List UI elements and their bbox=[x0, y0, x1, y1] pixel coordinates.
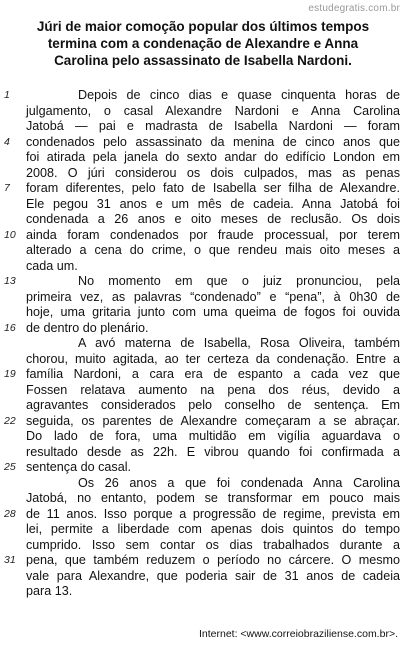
line-text: Fossen relatava aumento na pena dos réus, devido a bbox=[26, 382, 400, 397]
text-line bbox=[26, 259, 400, 275]
text-line bbox=[4, 553, 400, 569]
line-text: No momento em que o juiz pronunciou, pela bbox=[78, 274, 400, 288]
line-text: alterado a cena do crime, o que rendeu mais oito meses a bbox=[26, 243, 400, 257]
line-number: 13 bbox=[4, 275, 16, 287]
line-text: cada um. bbox=[26, 258, 78, 273]
text-line bbox=[26, 398, 400, 414]
line-text: primeira vez, as palavras “condenado” e “pena”, à 0h30 de bbox=[26, 289, 400, 304]
text-line bbox=[26, 522, 400, 538]
text-line bbox=[26, 491, 400, 507]
line-text: agravantes considerados pelo conselho de sentença. Em bbox=[26, 398, 400, 412]
text-line bbox=[26, 584, 400, 600]
line-text: pena, que também reduzem o período no cárcere. O mesmo bbox=[26, 553, 400, 567]
text-line bbox=[4, 227, 400, 244]
line-text: 2008. O júri considerou os dois culpados, mas as penas bbox=[26, 165, 400, 180]
line-text: para 13. bbox=[26, 584, 73, 598]
line-text: condenados pelo assassinato da menina de cinco anos que bbox=[26, 134, 400, 149]
source-citation: Internet: <www.correiobraziliense.com.br>. bbox=[198, 628, 398, 640]
line-text: chorou, muito agitada, ao ter certeza da condenação. Entre a bbox=[26, 351, 400, 366]
line-text: de 11 anos. Isso porque a progressão de regime, prevista em bbox=[26, 506, 400, 521]
text-line bbox=[26, 104, 400, 120]
line-text: julgamento, o casal Alexandre Nardoni e Anna Carolina bbox=[26, 103, 400, 118]
line-text: condenada a 26 anos e oito meses de reclusão. Os dois bbox=[26, 212, 400, 226]
text-line bbox=[26, 383, 400, 399]
text-line bbox=[4, 460, 400, 476]
line-number: 16 bbox=[4, 321, 16, 334]
text-line bbox=[26, 305, 400, 321]
text-line bbox=[4, 181, 400, 197]
text-line bbox=[26, 538, 400, 554]
text-line bbox=[4, 506, 400, 523]
title-line: Júri de maior comoção popular dos últimos tempos bbox=[36, 19, 370, 34]
article-title bbox=[30, 18, 376, 69]
line-text: de dentro do plenário. bbox=[26, 320, 149, 335]
line-text: foram diferentes, pelo fato de Isabella ser filha de Alexandre. bbox=[26, 181, 400, 195]
line-number: 4 bbox=[4, 135, 10, 148]
line-text: família Nardoni, a cara era de espanto a cada vez que bbox=[26, 367, 400, 381]
text-line bbox=[26, 166, 400, 182]
text-line bbox=[4, 88, 400, 104]
text-line bbox=[26, 119, 400, 135]
line-text: Depois de cinco dias e quase cinquenta horas de bbox=[78, 88, 400, 102]
text-line bbox=[26, 197, 400, 213]
watermark: estudegratis.com.br bbox=[308, 3, 400, 14]
line-number: 31 bbox=[4, 554, 16, 566]
line-text: lei, permite a liberdade com apenas dois quintos do tempo bbox=[26, 522, 400, 536]
text-line bbox=[26, 429, 400, 445]
line-text: Jatobá, no entanto, podem se transformar em pouco mais bbox=[26, 491, 400, 505]
text-line bbox=[26, 290, 400, 306]
text-line bbox=[4, 320, 400, 337]
line-text: sentença do casal. bbox=[26, 460, 132, 474]
line-text: hoje, uma gritaria junto com uma queima de fogos foi ouvida bbox=[26, 305, 400, 319]
text-line bbox=[4, 413, 400, 430]
article-body bbox=[4, 88, 400, 600]
line-text: Do lado de fora, uma multidão em vigília aguardava o bbox=[26, 429, 400, 443]
line-number: 22 bbox=[4, 414, 16, 427]
title-line: Carolina pelo assassinato de Isabella Nardoni. bbox=[54, 53, 352, 68]
line-text: cumprido. Isso sem contar os dias trabalhados durante a bbox=[26, 537, 400, 552]
line-text: Os 26 anos a que foi condenada Anna Carolina bbox=[78, 475, 400, 490]
text-line bbox=[4, 274, 400, 290]
line-number: 28 bbox=[4, 507, 16, 520]
text-line bbox=[26, 150, 400, 166]
line-number: 19 bbox=[4, 368, 16, 380]
text-line bbox=[26, 212, 400, 228]
line-text: ainda foram condenados por fraude processual, por terem bbox=[26, 227, 400, 242]
text-line bbox=[26, 336, 400, 352]
text-line bbox=[4, 134, 400, 151]
line-text: resultado desde as 22h. E vibrou quando foi confirmada a bbox=[26, 444, 400, 459]
text-line bbox=[26, 352, 400, 368]
line-text: Ele pegou 31 anos e um mês de cadeia. Anna Jatobá foi bbox=[26, 196, 400, 211]
title-line: termina com a condenação de Alexandre e Anna bbox=[47, 36, 359, 51]
line-text: A avó materna de Isabella, Rosa Oliveira, também bbox=[78, 336, 400, 350]
line-text: seguida, os parentes de Alexandre começaram a se abraçar. bbox=[26, 413, 400, 428]
line-number: 25 bbox=[4, 461, 16, 473]
text-line bbox=[26, 243, 400, 259]
text-line bbox=[26, 445, 400, 461]
line-number: 1 bbox=[4, 89, 10, 101]
text-line bbox=[26, 569, 400, 585]
line-number: 10 bbox=[4, 228, 16, 241]
line-text: Jatobá — pai e madrasta de Isabella Nardoni — foram bbox=[26, 119, 400, 133]
text-line bbox=[4, 367, 400, 383]
line-number: 7 bbox=[4, 182, 10, 194]
text-line bbox=[26, 476, 400, 492]
line-text: foi atirada pela janela do sexto andar do edifício London em bbox=[26, 150, 400, 164]
line-text: vale para Alexandre, que poderia sair de 31 anos de cadeia bbox=[26, 568, 400, 583]
